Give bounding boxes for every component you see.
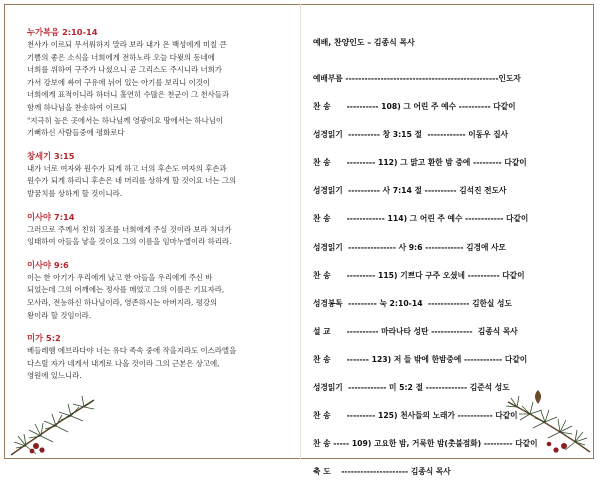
order-item-hymn [313,409,585,437]
order-item-hymn [313,100,585,128]
order-item-text: 성경읽기 ------------ 미 5:2 절 ------------- 김준석 성도 [313,383,510,393]
order-item-benediction [313,465,585,493]
passage-micah [27,332,289,383]
order-item-hymn [313,156,585,184]
order-item-text: 성경읽기 ---------- 사 7:14 절 ---------- 김석진 전도사 [313,186,507,196]
order-item-reading [313,128,585,156]
order-item-scripture-reading [313,297,585,325]
passage-reference: 이사야 9:6 [27,259,69,270]
order-item-reading [313,184,585,212]
order-item-text: 찬 송 --------- 115) 기쁘다 구주 오셨네 ---------- 다같이 [313,270,525,280]
center-fold [300,4,301,459]
order-item-text: 축 도 --------------------- 김종식 목사 [313,467,451,477]
order-item-sermon [313,325,585,353]
order-item-reading [313,241,585,269]
order-item-call-to-worship [313,72,585,100]
passage-reference: 미가 5:2 [27,333,61,344]
order-of-worship [313,36,585,493]
passage-reference: 누가복음 2:10-14 [27,27,98,37]
order-item-hymn [313,269,585,297]
worship-leader-title: 예배, 찬양인도 – 김종식 목사 [313,38,415,47]
order-item-text: 찬 송 ------------ 114) 그 어린 주 예수 ------------ 다같이 [313,214,529,224]
order-item-text: 예배부름 ------------------------------------------------인도자 [313,74,521,83]
passage-text: 천사가 이르되 무서워하지 말라 보라 내가 온 백성에게 미칠 큰 기쁨의 좋은 소식을 너희에게 전하노라 오늘 다윗의 동네에 너희를 위하여 구주가 나셨으니 곧 그리스도 주시니라 너희가 가서 강보에 싸여 구유에 뉘어 있는 아기를 보리니 이것이 너희에게 표적이니라 하더니 홀연히 수많은 천군이 그 천사들과 함께 하나님을 찬송하여 이르되 "지극히 높은 곳에서는 하나님께 영광이요 땅에서는 하나님이 기뻐하신 사람들중에 평화로다 [27,40,230,138]
passage-luke [27,26,289,140]
scripture-page [27,26,289,393]
order-item-text: 찬 송 ------- 123) 저 들 밖에 한밤중에 ------------ 다같이 [313,354,528,364]
order-item-hymn [313,212,585,240]
order-item-text: 성경읽기 --------------- 사 9:6 ------------ 김경애 사모 [313,242,506,252]
passage-text: 내가 너로 여자와 원수가 되게 하고 너의 후손도 여자의 후손과 원수가 되게 하리니 후손은 네 머리를 상하게 할 것이요 너는 그의 발꿈치를 상하게 할 것이니라. [27,163,237,198]
order-item-text: 설 교 ---------- 마라나타 성탄 ------------- 김종식 목사 [313,326,518,336]
passage-reference: 이사야 7:14 [27,211,75,222]
passage-isaiah-7 [27,211,289,249]
passage-isaiah-9 [27,259,289,322]
passage-text: 그러므로 주께서 친히 징조를 너희에게 주실 것이라 보라 처녀가 잉태하여 아들을 낳을 것이요 그의 이름을 임마누엘이라 하리라. [27,224,232,247]
passage-text: 이는 한 아기가 우리에게 났고 한 아들을 우리에게 주신 바 되었는데 그의 어깨에는 정사를 메었고 그의 이름은 기묘자라, 모사라, 전능하신 하나님이라, 영존하시는 아버지라, 평강의 왕이라 할 것임이라. [27,272,225,320]
passage-reference: 창세기 3:15 [27,150,75,161]
order-item-text: 찬 송 ----- 109) 고요한 밤, 거룩한 밤(촛불점화) --------- 다같이 [313,439,538,449]
order-item-text: 찬 송 ---------- 108) 그 어린 주 예수 ---------- 다같이 [313,102,516,112]
order-item-text: 성경봉독 --------- 눅 2:10-14 ------------- 김한실 성도 [313,298,512,308]
passage-genesis [27,150,289,201]
order-item-hymn [313,353,585,381]
order-item-text: 성경읽기 ---------- 창 3:15 절 ------------ 이동우 집사 [313,130,509,140]
order-item-text: 찬 송 --------- 125) 천사들의 노래가 ----------- 다같이 [313,411,518,421]
passage-text: 베들레헴 에브라다야 너는 유다 족속 중에 작을지라도 이스라엘을 다스릴 자가 네게서 내게로 나올 것이라 그의 근본은 상고에, 영원에 있느니라. [27,346,237,381]
order-item-reading [313,381,585,409]
order-item-text: 찬 송 --------- 112) 그 맑고 환한 밤 중에 --------- 다같이 [313,158,527,168]
order-item-hymn-candle [313,437,585,465]
